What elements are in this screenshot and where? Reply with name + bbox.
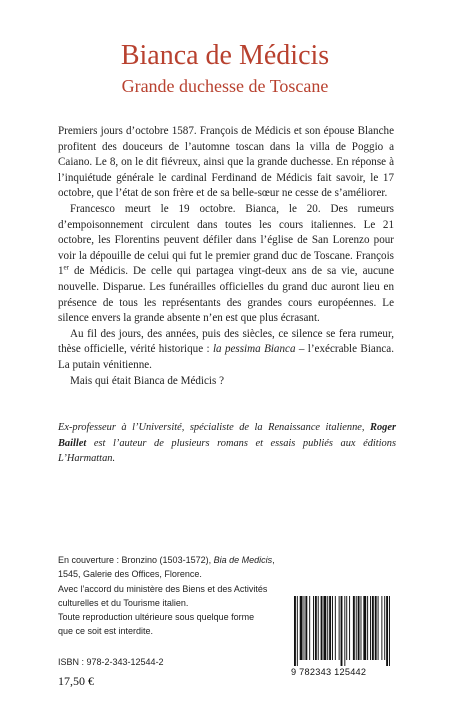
barcode-bar xyxy=(313,596,314,660)
credits-line-2: 1545, Galerie des Offices, Florence. xyxy=(58,569,202,580)
author-bio xyxy=(58,420,396,467)
barcode-bar xyxy=(389,596,390,666)
cover-credits xyxy=(58,553,308,639)
barcode-bar xyxy=(378,596,379,660)
barcode-bar xyxy=(304,596,305,660)
barcode-bar xyxy=(315,596,317,660)
barcode-bar xyxy=(367,596,368,660)
blurb-paragraph-2-part-1: Francesco meurt le 19 octobre. Bianca, le 20. Des rumeurs d’empoisonnement circulent dans toutes les cours italiennes. Le 21 octobre, les Florentins peuvent défiler dans l’église de San Lorenzo pour voir la dépouille de celui qui fut le premier grand duc de Toscane. François 1 xyxy=(58,202,394,278)
blurb-paragraph-3-part-1: Au fil des jours, des années, puis des siècles, ce silence se fera rumeur, thèse officielle, vérité historique : xyxy=(58,327,394,356)
barcode-bar xyxy=(384,596,385,660)
ordinal-superscript: er xyxy=(63,263,69,272)
credits-line-5: Toute reproduction ultérieure sous quelque forme xyxy=(58,612,255,623)
blurb-paragraph-2-part-2: de Médicis. De celle qui partagea vingt-deux ans de sa vie, aucune nouvelle. Disparue. Les funérailles officielles du grand duc auront lieu en présence de tous les représentants des grandes cours européennes. Le silence envers la grande absente n’en est que plus écrasant. xyxy=(58,265,394,325)
isbn: ISBN : 978-2-343-12544-2 xyxy=(58,657,164,667)
price: 17,50 € xyxy=(58,674,94,688)
barcode-bar xyxy=(349,596,350,660)
barcode-bar xyxy=(370,596,371,660)
blurb-paragraph-3 xyxy=(58,327,394,374)
book-title: Bianca de Médicis xyxy=(120,40,330,71)
barcode-bar xyxy=(300,596,303,660)
blurb-text xyxy=(58,124,394,389)
barcode-bar xyxy=(335,596,336,660)
barcode-bar xyxy=(375,596,377,660)
barcode-icon xyxy=(288,594,398,666)
credits-painting-title: Bia de Medicis xyxy=(213,555,273,565)
barcode-bar xyxy=(363,596,366,660)
barcode-bar xyxy=(318,596,319,660)
barcode-bar xyxy=(323,596,326,660)
book-subtitle: Grande duchesse de Toscane xyxy=(121,76,329,96)
italic-epithet: la pessima Bianca xyxy=(212,343,296,356)
author-bio-part-2: est l’auteur de plusieurs romans et essais publiés aux éditions L’Harmattan. xyxy=(58,437,396,464)
credits-line-3: Avec l’accord du ministère des Biens et des Activités xyxy=(58,583,268,594)
credits-line-1-b: , xyxy=(272,555,275,565)
blurb-paragraph-1: Premiers jours d’octobre 1587. François de Médicis et son épouse Blanche profitent des douceurs de l’automne toscan dans la villa de Poggio a Caiano. Le 8, on le dit fiévreux, ainsi que la grande duchesse. En réponse à l’inquiétude générale le cardinal Ferdinand de Médicis fait savoir, le 17 octobre, que l’état de son frère et de sa belle-sœur ne cesse de s’améliorer. xyxy=(58,125,394,200)
barcode-bar xyxy=(339,596,340,660)
credits-line-6: que ce soit est interdite. xyxy=(58,626,154,637)
barcode-bar xyxy=(321,596,323,660)
credits-line-4: culturelles et du Tourisme italien. xyxy=(58,597,189,608)
barcode-bar xyxy=(353,596,355,660)
author-name: Roger Baillet xyxy=(58,422,396,449)
blurb-question: Mais qui était Bianca de Médicis ? xyxy=(70,374,225,387)
credits-line-1 xyxy=(58,553,308,567)
barcode-bar xyxy=(372,596,374,660)
barcode-bar xyxy=(356,596,357,660)
barcode-bar xyxy=(297,596,298,666)
author-bio-part-1: Ex-professeur à l’Université, spécialiste de la Renaissance italienne, xyxy=(58,422,371,433)
barcode-bar xyxy=(386,596,388,666)
barcode-bar xyxy=(329,596,331,660)
barcode-bar xyxy=(309,596,310,660)
barcode-bar xyxy=(341,596,343,666)
barcode-digits: 9 782343 125442 xyxy=(291,667,367,677)
blurb-paragraph-2 xyxy=(58,202,394,327)
blurb-paragraph-3-part-2: – l’exécrable Bianca. La putain vénitienne. xyxy=(58,343,394,371)
barcode-bar xyxy=(332,596,333,660)
barcode-bar xyxy=(361,596,362,660)
barcode-bar xyxy=(294,596,296,666)
credits-line-1-a: En couverture : Bronzino (1503-1572), xyxy=(58,555,214,565)
barcode-bar xyxy=(344,596,345,666)
barcode-bar xyxy=(327,596,328,660)
barcode-bar xyxy=(381,596,382,660)
barcode-bar xyxy=(305,596,307,660)
barcode-bar xyxy=(358,596,360,660)
barcode-bar xyxy=(346,596,347,660)
